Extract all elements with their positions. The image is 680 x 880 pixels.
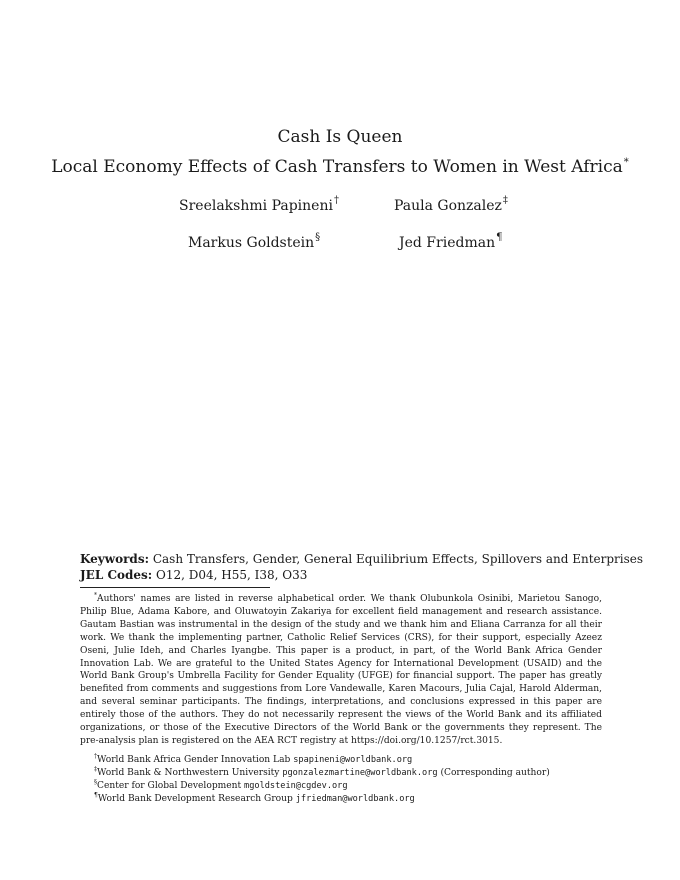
author-gonzalez xyxy=(394,192,508,215)
footnote-rule xyxy=(80,587,270,588)
affiliation-text: Center for Global Development xyxy=(97,781,245,791)
affiliation-note: (Corresponding author) xyxy=(437,768,550,778)
title-line-1: Cash Is Queen xyxy=(277,127,403,147)
footnote-mark: ‡ xyxy=(94,766,97,773)
title-line-2: Local Economy Effects of Cash Transfers to Women in West Africa xyxy=(51,157,623,177)
acknowledgements-text: Authors' names are listed in reverse alphabetical order. We thank Olubunkola Osinibi, Marietou Sanogo, Philip Blue, Adama Kabore, and Oluwatoyin Zakariya for excellent field management and research assistance. Gautam Bastian was instrumental in the design of the study and we thank him and Eliana Carranza for all their work. We thank the implementing partner, Catholic Relief Services (CRS), for their support, especially Azeez Oseni, Julie Ideh, and Charles Iyangbe. This paper is a product, in part, of the World Bank Africa Gender Innovation Lab. We are grateful to the United States Agency for International Development (USAID) and the World Bank Group's Umbrella Facility for Gender Equality (UFGE) for financial support. The paper has greatly benefited from comments and suggestions from Lore Vandewalle, Karen Macours, Julia Cajal, Harold Alderman, and several seminar participants. The findings, interpretations, and conclusions expressed in this paper are entirely those of the authors. They do not necessarily represent the views of the World Bank and its affiliated organizations, or those of the Executive Directors of the World Bank or the governments they represent. The pre-analysis plan is registered on the AEA RCT registry at https://doi.org/10.1257/rct.3015. xyxy=(80,594,602,746)
author-goldstein xyxy=(188,229,320,252)
footnote-mark: § xyxy=(94,779,97,786)
author-footnote-mark: † xyxy=(333,195,339,206)
author-name: Sreelakshmi Papineni xyxy=(179,198,333,214)
footnote-mark: * xyxy=(94,592,97,599)
author-footnote-mark: § xyxy=(315,232,321,243)
jel-codes-label: JEL Codes: xyxy=(80,568,153,582)
affiliation-footnote-friedman xyxy=(94,789,415,806)
keywords-line xyxy=(80,551,644,567)
author-footnote-mark: ¶ xyxy=(496,232,503,243)
email-link[interactable]: pgonzalezmartine@worldbank.org xyxy=(282,768,438,778)
paper-title xyxy=(0,125,680,150)
author-name: Jed Friedman xyxy=(399,235,496,251)
affiliation-text: World Bank & Northwestern University xyxy=(97,768,283,778)
email-link[interactable]: spapineni@worldbank.org xyxy=(293,755,413,765)
email-link[interactable]: mgoldstein@cgdev.org xyxy=(244,781,348,791)
author-papineni xyxy=(179,192,339,215)
footnote-mark: † xyxy=(94,753,97,760)
title-footnote-mark: * xyxy=(623,157,629,168)
affiliation-text: World Bank Development Research Group xyxy=(97,794,296,804)
email-link[interactable]: jfriedman@worldbank.org xyxy=(295,794,415,804)
affiliation-text: World Bank Africa Gender Innovation Lab xyxy=(97,755,294,765)
author-friedman xyxy=(399,229,502,252)
acknowledgements-footnote xyxy=(80,590,602,748)
keywords-value: Cash Transfers, Gender, General Equilibrium Effects, Spillovers and Enterprises xyxy=(152,552,644,566)
footnote-mark: ¶ xyxy=(94,792,98,799)
keywords-label: Keywords: xyxy=(80,552,150,566)
author-footnote-mark: ‡ xyxy=(502,195,508,206)
jel-codes-line xyxy=(80,567,602,583)
jel-codes-value: O12, D04, H55, I38, O33 xyxy=(156,568,308,582)
paper-subtitle xyxy=(0,150,680,180)
author-name: Markus Goldstein xyxy=(188,235,315,251)
author-name: Paula Gonzalez xyxy=(394,198,502,214)
